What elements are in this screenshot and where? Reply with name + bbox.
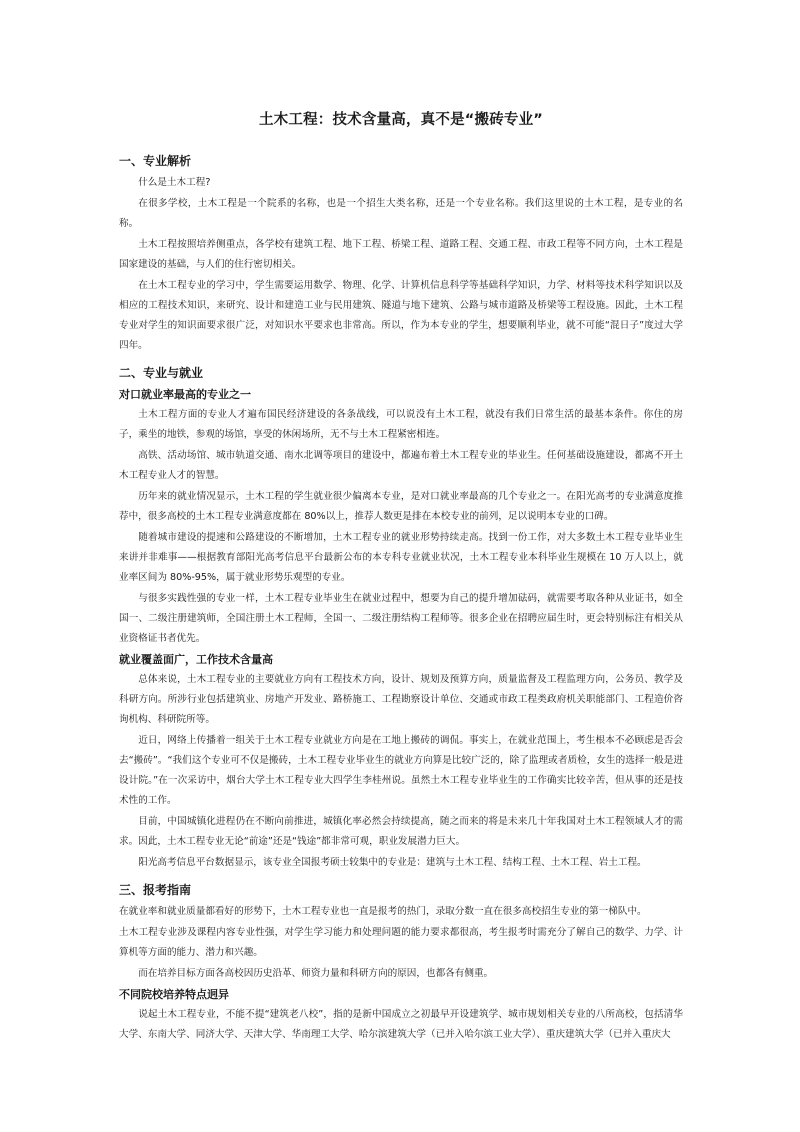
- paragraph: 总体来说，土木工程专业的主要就业方向有工程技术方向，设计、规划及预算方向，质量监督及工程监理方向，公务员、教学及科研方向。所涉行业包括建筑业、房地产开发业、路桥施工、工程勘察设计单位、交通或市政工程类政府机关职能部门、工程造价咨询机构、科研院所等。: [119, 674, 683, 725]
- paragraph: 在就业率和就业质量都看好的形势下，土木工程专业也一直是报考的热门，录取分数一直在很多高校招生专业的第一梯队中。: [119, 906, 647, 917]
- subheading-employment-rate: 对口就业率最高的专业之一: [119, 388, 251, 401]
- paragraph: 近日，网络上传播着一组关于土木工程专业就业方向是在工地上搬砖的调侃。事实上，在就业范围上，考生根本不必顾虑是否会去“搬砖”。“我们这个专业可不仅是搬砖，土木工程专业毕业生的就业方向算是比较广泛的，除了监理或者质检，女生的选择一般是进设计院。”在一次采访中，烟台大学土木工程专业大四学生李桂州说。虽然土木工程专业毕业生的工作确实比较辛苦，但从事的还是技术性的工作。: [119, 735, 683, 806]
- paragraph: 高铁、活动场馆、城市轨道交通、南水北调等项目的建设中，都遍布着土木工程专业的毕业生。任何基础设施建设，都离不开土木工程专业人才的智慧。: [119, 450, 683, 481]
- paragraph: 随着城市建设的提速和公路建设的不断增加，土木工程专业的就业形势持续走高。找到一份工作，对大多数土木工程专业毕业生来讲并非难事——根据教育部阳光高考信息平台最新公布的本专科专业就业状况，土木工程专业本科毕业生规模在 10 万人以上，就业率区间为 80%-95%，属于就业形势乐观型的专业。: [119, 532, 683, 583]
- paragraph: 土木工程专业涉及课程内容专业性强，对学生学习能力和处理问题的能力要求都很高，考生报考时需充分了解自己的数学、力学、计算机等方面的能力、潜力和兴趣。: [119, 927, 683, 958]
- document-page: [119, 100, 683, 1046]
- paragraph: 在很多学校，土木工程是一个院系的名称，也是一个招生大类名称，还是一个专业名称。我们这里说的土木工程，是专业的名称。: [119, 198, 683, 229]
- section-heading-analysis: 一、专业解析: [119, 154, 192, 168]
- paragraph: 说起土木工程专业，不能不提“建筑老八校”，指的是新中国成立之初最早开设建筑学、城市规划相关专业的八所高校，包括清华大学、东南大学、同济大学、天津大学、华南理工大学、哈尔滨建筑大学（已并入哈尔滨工业大学）、重庆建筑大学（已并入重庆大: [119, 1009, 683, 1040]
- subheading-employment-scope: 就业覆盖面广，工作技术含量高: [119, 653, 273, 666]
- subheading-school-differences: 不同院校培养特点迥异: [119, 988, 229, 1001]
- paragraph: 历年来的就业情况显示，土木工程的学生就业很少偏离本专业，是对口就业率最高的几个专业之一。在阳光高考的专业满意度推荐中，很多高校的土木工程专业满意度都在 80%以上，推荐人数更是排在本校专业的前列，足以说明本专业的口碑。: [119, 491, 683, 522]
- paragraph: 土木工程方面的专业人才遍布国民经济建设的各条战线，可以说没有土木工程，就没有我们日常生活的最基本条件。你住的房子，乘坐的地铁，参观的场馆，享受的休闲场所，无不与土木工程紧密相连。: [119, 409, 683, 440]
- paragraph: 目前，中国城镇化进程仍在不断向前推进，城镇化率必然会持续提高，随之而来的将是未来几十年我国对土木工程领域人才的需求。因此，土木工程专业无论“前途”还是“钱途”都非常可观，职业发展潜力巨大。: [119, 816, 683, 847]
- paragraph: 与很多实践性强的专业一样，土木工程专业毕业生在就业过程中，想要为自己的提升增加砝码，就需要考取各种从业证书，如全国一、二级注册建筑师，全国注册土木工程师，全国一、二级注册结构工程师等。很多企业在招聘应届生时，更会特别标注有相关从业资格证书者优先。: [119, 593, 683, 644]
- paragraph: 什么是土木工程?: [138, 177, 211, 188]
- paragraph: 阳光高考信息平台数据显示，该专业全国报考硕士较集中的专业是：建筑与土木工程、结构工程、土木工程、岩土工程。: [138, 857, 647, 868]
- section-heading-guide: 三、报考指南: [119, 883, 192, 897]
- paragraph: 在土木工程专业的学习中，学生需要运用数学、物理、化学、计算机信息科学等基础科学知识，力学、材料等技术科学知识以及相应的工程技术知识，来研究、设计和建造工业与民用建筑、隧道与地下建筑、公路与城市道路及桥梁等工程设施。因此，土木工程专业对学生的知识面要求很广泛，对知识水平要求也非常高。所以，作为本专业的学生，想要顺利毕业，就不可能“混日子”度过大学四年。: [119, 280, 683, 351]
- page-title: 土木工程：技术含量高，真不是“搬砖专业”: [258, 112, 544, 128]
- paragraph: 土木工程按照培养侧重点，各学校有建筑工程、地下工程、桥梁工程、道路工程、交通工程、市政工程等不同方向，土木工程是国家建设的基础，与人们的住行密切相关。: [119, 239, 683, 270]
- section-heading-employment: 二、专业与就业: [119, 366, 204, 380]
- paragraph: 而在培养目标方面各高校因历史沿革、师资力量和科研方向的原因，也都各有侧重。: [138, 968, 494, 979]
